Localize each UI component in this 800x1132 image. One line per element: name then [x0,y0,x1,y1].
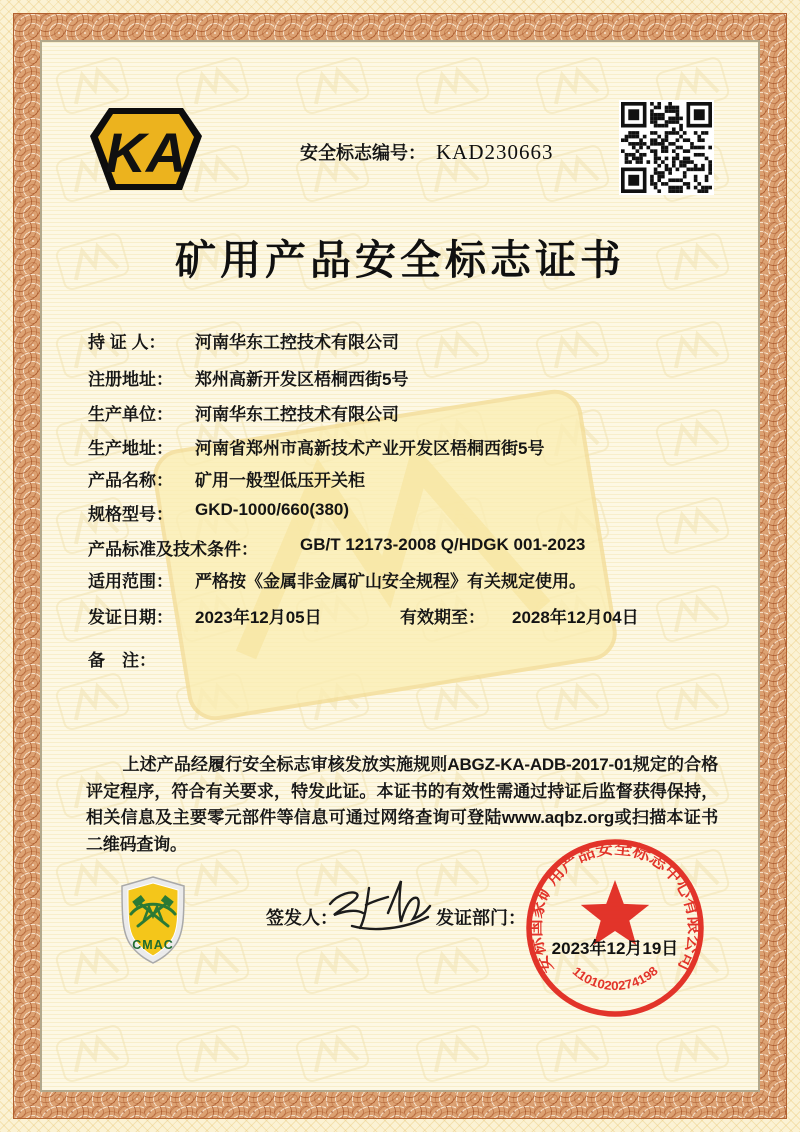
serial-number-line [300,139,554,165]
expiry-date-value: 2028年12月04日 [512,608,639,627]
field-row [88,365,409,390]
seal-number-text: 1101020274198 [569,964,661,994]
cmac-text: CMAC [132,938,174,952]
issuer-label: 发证部门： [436,908,526,928]
field-label: 规格型号： [88,505,173,524]
field-label: 适用范围： [88,572,173,591]
remark-label: 备 注： [88,651,156,670]
field-value: GKD-1000/660(380) [195,500,350,519]
expiry-date-label: 有效期至： [400,608,485,627]
official-seal-stamp [513,826,717,1030]
field-label: 生产地址： [88,439,173,458]
field-row [88,400,399,425]
ka-logo-text: KA [105,121,187,184]
field-value: 河南省郑州市高新技术产业开发区梧桐西街5号 [195,439,545,458]
field-value: 矿用一般型低压开关柜 [195,471,365,490]
seal-date: 2023年12月19日 [551,939,679,958]
qr-code-icon [619,100,714,195]
cmac-shield-icon [116,874,190,966]
field-value: 郑州高新开发区梧桐西街5号 [195,370,409,389]
field-value: 河南华东工控技术有限公司 [195,333,399,352]
certificate-title: 矿用产品安全标志证书 [175,237,625,283]
field-row [88,535,586,560]
seal-org-text: 安标国家矿用产品安全标志中心有限公司 [525,838,705,977]
issue-date-value: 2023年12月05日 [195,608,322,627]
field-label: 生产单位： [88,405,173,424]
serial-value: KAD230663 [436,140,554,164]
field-row [88,466,365,491]
signer-label: 签发人： [266,908,338,928]
field-value: GB/T 12173-2008 Q/HDGK 001-2023 [300,535,586,554]
signature [322,868,436,942]
field-row [88,328,399,353]
field-label: 产品标准及技术条件： [88,540,258,559]
serial-label: 安全标志编号： [300,143,426,163]
statement-paragraph: 上述产品经履行安全标志审核发放实施规则ABGZ-KA-ADB-2017-01规定的合格评定程序，符合有关要求，特发此证。本证书的有效性需通过持证后监督获得保持，相关信息及主要零元部件等信息可通过网络查询可登陆www.aqbz.org或扫描本证书二维码查询。 [86,755,718,854]
dates-row [88,603,639,628]
svg-text:1101020274198 [570,964,661,993]
field-label: 持 证 人： [88,333,166,352]
issue-date-label: 发证日期： [88,608,173,627]
field-label: 产品名称： [88,471,173,490]
ka-badge-icon [85,103,207,195]
field-row [88,434,545,459]
field-value: 河南华东工控技术有限公司 [195,405,399,424]
field-value: 严格按《金属非金属矿山安全规程》有关规定使用。 [195,572,586,591]
field-label: 注册地址： [88,370,173,389]
field-row [88,500,350,525]
field-row [88,567,586,592]
remark-row [88,646,156,671]
